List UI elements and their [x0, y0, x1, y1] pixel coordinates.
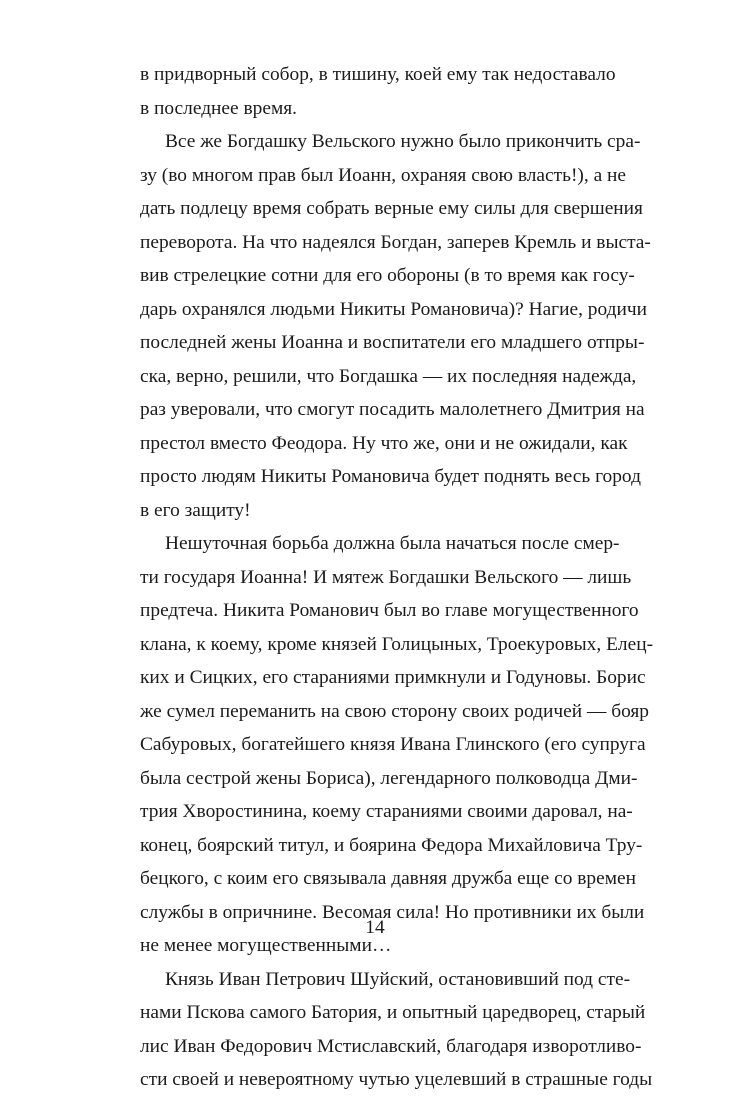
text-line-29: нами Пскова самого Батория, и опытный царедворец, старый [140, 1002, 646, 1023]
text-line-4: зу (во многом прав был Иоанн, охраняя свою власть!), а не [140, 164, 627, 186]
text-line-11: раз уверовали, что смогут посадить малолетнего Дмитрия на [140, 399, 645, 420]
text-line-20: же сумел переманить на свою сторону своих родичей — бояр [140, 700, 650, 722]
text-line-30: лис Иван Федорович Мстиславский, благодаря изворотливо- [140, 1035, 642, 1057]
text-line-18: клана, к коему, кроме князей Голицыных, Троекуровых, Елец- [140, 633, 654, 655]
text-line-2: в последнее время. [140, 97, 297, 119]
text-line-10: ска, верно, решили, что Богдашка — их последняя надежда, [140, 365, 637, 387]
text-line-9: последней жены Иоанна и воспитатели его младшего отпры- [140, 332, 645, 353]
text-line-3: Все же Богдашку Вельского нужно было прикончить сра- [165, 131, 641, 152]
text-line-27: не менее могущественными… [140, 935, 392, 956]
text-line-23: трия Хворостинина, коему стараниями своими даровал, на- [140, 801, 633, 822]
text-line-24: конец, боярский титул, и боярина Федора Михайловича Тру- [140, 834, 643, 856]
text-line-31: сти своей и невероятному чутью уцелевший в страшные годы [140, 1069, 653, 1090]
text-line-12: престол вместо Феодора. Ну что же, они и не ожидали, как [140, 432, 628, 454]
text-line-1: в придворный собор, в тишину, коей ему так недоставало [140, 64, 616, 85]
text-line-16: ти государя Иоанна! И мятеж Богдашки Вельского — лишь [140, 566, 632, 588]
text-line-21: Сабуровых, богатейшего князя Ивана Глинского (его супруга [140, 734, 646, 755]
body-text [140, 58, 654, 1097]
text-line-8: дарь охранялся людьми Никиты Романовича)? Нагие, родичи [140, 298, 648, 320]
text-line-26: службы в опричнине. Весомая сила! Но противники их были [140, 901, 645, 923]
text-line-22: была сестрой жены Бориса), легендарного полководца Дми- [140, 767, 638, 789]
text-line-7: вив стрелецкие сотни для его обороны (в то время как госу- [140, 265, 635, 286]
page-number: 14 [365, 917, 385, 938]
text-line-28: Князь Иван Петрович Шуйский, остановивший под сте- [165, 968, 631, 990]
text-line-14: в его защиту! [140, 499, 251, 521]
text-line-5: дать подлецу время собрать верные ему силы для свершения [140, 198, 643, 219]
text-line-13: просто людям Никиты Романовича будет поднять весь город [140, 466, 641, 487]
text-line-15: Нешуточная борьба должна была начаться после смер- [165, 533, 620, 554]
text-line-17: предтеча. Никита Романович был во главе могущественного [140, 600, 639, 621]
text-line-19: ких и Сицких, его стараниями примкнули и Годуновы. Борис [140, 667, 646, 688]
text-line-25: бецкого, с коим его связывала давняя дружба еще со времен [140, 868, 636, 889]
text-line-6: переворота. На что надеялся Богдан, заперев Кремль и выста- [140, 231, 651, 253]
